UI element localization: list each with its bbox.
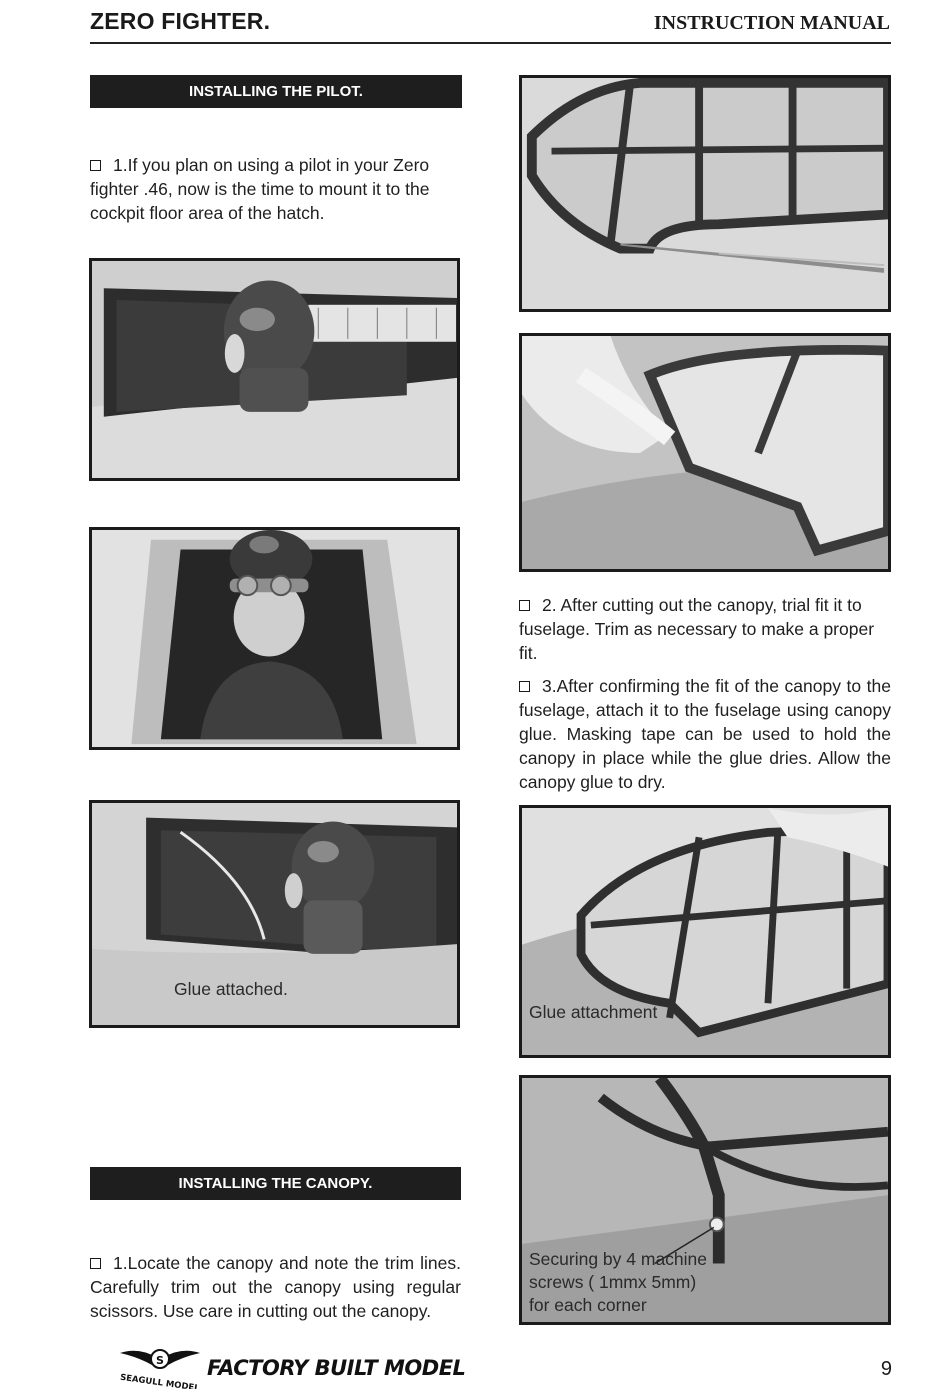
svg-text:S: S <box>156 1354 164 1367</box>
caption-line-3: for each corner <box>529 1295 647 1315</box>
logo-text: SEAGULL MODEL <box>119 1372 201 1389</box>
seagull-logo <box>118 1343 202 1389</box>
canopy-step-1 <box>90 1251 461 1323</box>
canopy-step-3 <box>519 674 891 794</box>
caption-line-2: screws ( 1mmx 5mm) <box>529 1272 697 1292</box>
caption-line-1: Securing by 4 machine <box>529 1249 708 1269</box>
checkbox-icon[interactable] <box>519 600 530 611</box>
pilot-step-1 <box>90 153 462 225</box>
caption-securing-screws <box>529 1248 707 1317</box>
canopy-step-3-text: 3.After confirming the fit of the canopy to the fuselage, attach it to the fuselage using canopy glue. Masking tape can be used to hold the canopy in place while the glue dries. Allow the canopy glue to dry. <box>519 676 891 792</box>
canopy-step-2 <box>519 593 891 665</box>
checkbox-icon[interactable] <box>90 1258 101 1269</box>
canopy-step-2-text: 2. After cutting out the canopy, trial fit it to fuselage. Trim as necessary to make a proper fit. <box>519 595 875 663</box>
pilot-step-1-text: 1.If you plan on using a pilot in your Zero fighter .46, now is the time to mount it to the cockpit floor area of the hatch. <box>90 155 430 223</box>
photo-pilot-front <box>89 527 460 750</box>
checkbox-icon[interactable] <box>90 160 101 171</box>
photo-canopy-trial-fit <box>519 333 891 572</box>
footer-brand: FACTORY BUILT MODEL <box>207 1356 466 1380</box>
caption-glue-attached: Glue attached. <box>174 979 288 999</box>
photo-pilot-side <box>89 258 460 481</box>
document-title: ZERO FIGHTER. <box>90 8 271 34</box>
header-rule <box>90 42 891 44</box>
photo-canopy-scissors <box>519 75 891 312</box>
section-heading-pilot: INSTALLING THE PILOT. <box>90 75 462 108</box>
caption-glue-attachment: Glue attachment <box>529 1002 658 1022</box>
page-number: 9 <box>880 1358 892 1380</box>
checkbox-icon[interactable] <box>519 681 530 692</box>
canopy-step-1-text: 1.Locate the canopy and note the trim lines. Carefully trim out the canopy using regular scissors. Use care in cutting out the canopy. <box>90 1253 461 1321</box>
document-subtitle: INSTRUCTION MANUAL <box>653 12 890 34</box>
section-heading-canopy: INSTALLING THE CANOPY. <box>90 1167 461 1200</box>
